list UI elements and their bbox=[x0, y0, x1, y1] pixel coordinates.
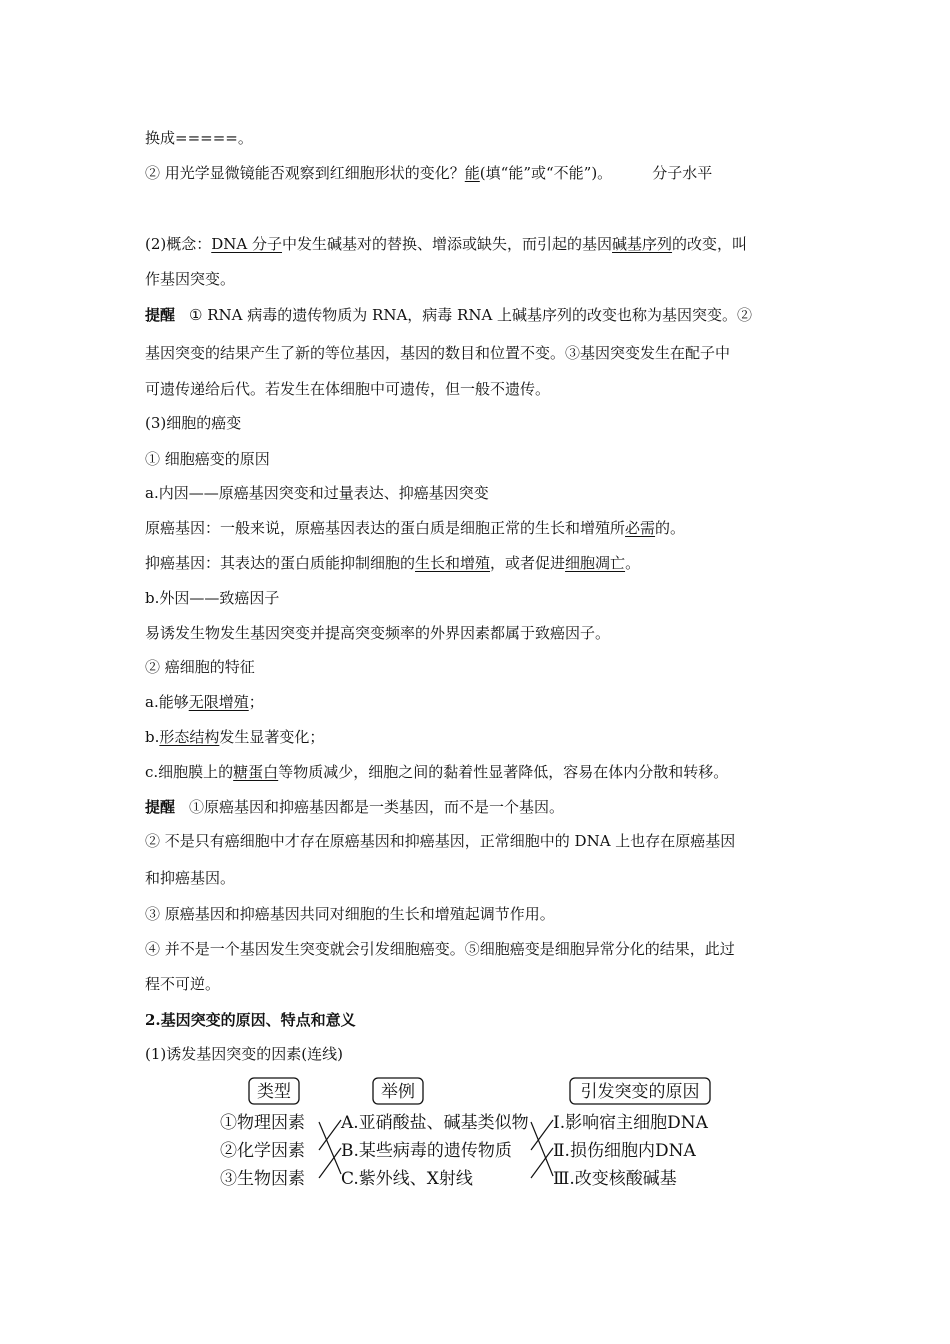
connector-line bbox=[531, 1120, 553, 1150]
subheading: (1)诱发基因突变的因素(连线) bbox=[145, 1045, 343, 1063]
section-heading: (3)细胞的癌变 bbox=[145, 414, 242, 432]
subheading: ② 癌细胞的特征 bbox=[145, 658, 255, 676]
blank-required: 必需 bbox=[625, 519, 656, 537]
type-item: ③生物因素 bbox=[220, 1169, 305, 1189]
tip1-line-2: 基因突变的结果产生了新的等位基因，基因的数目和位置不变。③基因突变发生在配子中 bbox=[145, 344, 731, 362]
cause-item: Ⅰ.影响宿主细胞DNA bbox=[553, 1113, 708, 1133]
example-item: A.亚硝酸盐、碱基类似物 bbox=[341, 1113, 529, 1133]
type-item: ②化学因素 bbox=[220, 1141, 305, 1161]
text-line-1: 换成=====。 bbox=[145, 129, 253, 147]
concept-line-2: 作基因突变。 bbox=[145, 270, 236, 288]
tip2-line-4: ③ 原癌基因和抑癌基因共同对细胞的生长和增殖起调节作用。 bbox=[145, 905, 555, 923]
question-line: ② 用光学显微镜能否观察到红细胞形状的变化？能(填“能”或“不能”)。 分子水平 bbox=[145, 164, 713, 182]
blank-proliferation: 无限增殖 bbox=[188, 693, 249, 711]
connector-line bbox=[531, 1122, 553, 1176]
tip1-line-1: 提醒 ① RNA 病毒的遗传物质为 RNA，病毒 RNA 上碱基序列的改变也称为基因突变。② bbox=[145, 306, 753, 324]
type-item: ①物理因素 bbox=[220, 1113, 305, 1133]
tip2-line-1: 提醒 ①原癌基因和抑癌基因都是一类基因，而不是一个基因。 bbox=[145, 798, 565, 816]
concept-line-1: (2)概念：DNA 分子中发生碱基对的替换、增添或缺失，而引起的基因碱基序列的改变，叫 bbox=[145, 235, 748, 253]
cause-item: Ⅲ.改变核酸碱基 bbox=[553, 1169, 677, 1189]
feature-c: c.细胞膜上的糖蛋白等物质减少，细胞之间的黏着性显著降低，容易在体内分散和转移。 bbox=[145, 763, 729, 781]
tip-label: 提醒 bbox=[145, 798, 176, 816]
connector-line bbox=[319, 1148, 341, 1178]
connector-line bbox=[319, 1122, 341, 1174]
tip2-line-2: ② 不是只有癌细胞中才存在原癌基因和抑癌基因，正常细胞中的 DNA 上也存在原癌基因 bbox=[145, 832, 736, 850]
text-line: 易诱发生物发生基因突变并提高突变频率的外界因素都属于致癌因子。 bbox=[145, 624, 611, 642]
tumor-suppressor-line: 抑癌基因：其表达的蛋白质能抑制细胞的生长和增殖，或者促进细胞凋亡。 bbox=[145, 554, 641, 572]
header-example: 举例 bbox=[381, 1082, 415, 1102]
blank-apoptosis: 细胞凋亡 bbox=[565, 554, 626, 572]
blank-morphology: 形态结构 bbox=[159, 728, 220, 746]
connector-line bbox=[319, 1120, 341, 1150]
tip-label: 提醒 bbox=[145, 306, 176, 324]
example-item: C.紫外线、X射线 bbox=[341, 1169, 473, 1189]
example-item: B.某些病毒的遗传物质 bbox=[341, 1141, 512, 1161]
cause-item: Ⅱ.损伤细胞内DNA bbox=[553, 1141, 696, 1161]
tip2-line-3: 和抑癌基因。 bbox=[145, 869, 236, 887]
feature-b: b.形态结构发生显著变化； bbox=[145, 728, 325, 746]
tip2-line-5: ④ 并不是一个基因发生突变就会引发细胞癌变。⑤细胞癌变是细胞异常分化的结果，此过 bbox=[145, 940, 735, 958]
answer-blank: 能 bbox=[464, 164, 480, 182]
matching-diagram bbox=[215, 1072, 735, 1192]
tip1-line-3: 可遗传递给后代。若发生在体细胞中可遗传，但一般不遗传。 bbox=[145, 380, 551, 398]
feature-a: a.能够无限增殖； bbox=[145, 693, 264, 711]
text-line: b.外因——致癌因子 bbox=[145, 589, 280, 607]
tip2-line-6: 程不可逆。 bbox=[145, 975, 221, 993]
header-type: 类型 bbox=[257, 1082, 291, 1102]
section-heading-2: 2.基因突变的原因、特点和意义 bbox=[145, 1011, 356, 1029]
blank-growth: 生长和增殖 bbox=[415, 554, 491, 572]
subheading: ① 细胞癌变的原因 bbox=[145, 450, 270, 468]
header-cause: 引发突变的原因 bbox=[580, 1082, 700, 1102]
proto-oncogene-line: 原癌基因：一般来说，原癌基因表达的蛋白质是细胞正常的生长和增殖所必需的。 bbox=[145, 519, 686, 537]
margin-note: 分子水平 bbox=[652, 164, 713, 182]
text-line: a.内因——原癌基因突变和过量表达、抑癌基因突变 bbox=[145, 484, 489, 502]
blank-dna: DNA 分子 bbox=[211, 235, 283, 253]
connector-line bbox=[531, 1148, 553, 1178]
blank-glycoprotein: 糖蛋白 bbox=[233, 763, 279, 781]
blank-sequence: 碱基序列 bbox=[612, 235, 673, 253]
